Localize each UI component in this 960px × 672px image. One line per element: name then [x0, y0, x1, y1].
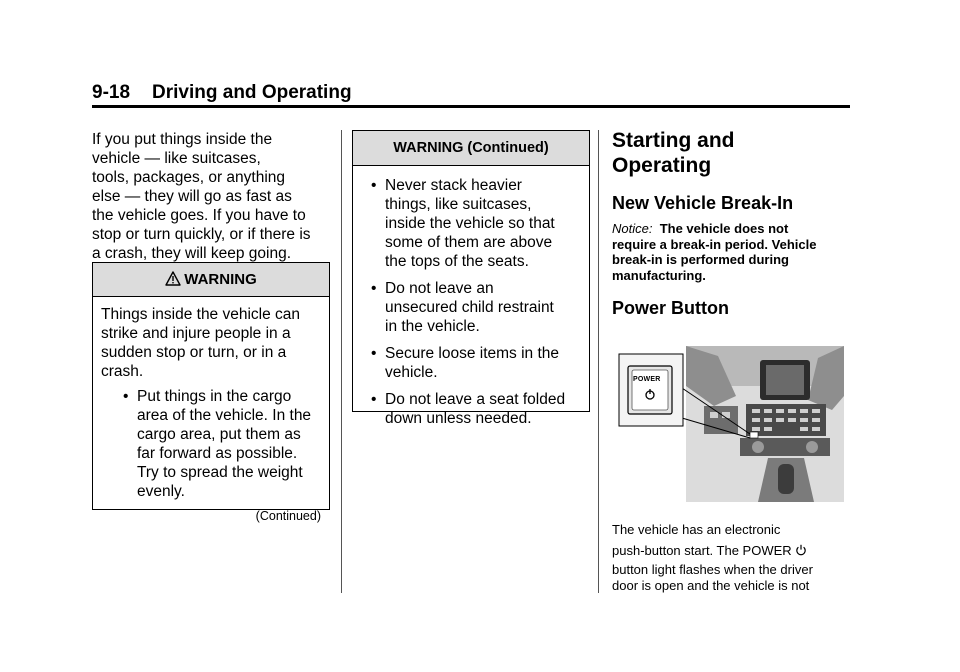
power-button-paragraph: [612, 522, 852, 594]
bullet-icon: •: [371, 345, 377, 362]
text-line: down unless needed.: [385, 410, 532, 427]
section-title: [612, 128, 852, 178]
notice-label: Notice:: [612, 221, 653, 236]
text-line: else — they will go as fast as: [92, 188, 292, 205]
text-line: evenly.: [137, 483, 185, 500]
warning-title: WARNING: [184, 271, 257, 288]
text-line: The vehicle has an electronic: [612, 522, 781, 537]
text-line: tools, packages, or anything: [92, 169, 286, 186]
list-item: [361, 279, 581, 336]
text-line: a crash, they will keep going.: [92, 245, 292, 262]
warning-triangle-icon: [165, 271, 181, 286]
column-divider-2: [598, 130, 599, 593]
intro-paragraph: [92, 130, 332, 263]
text-line: Do not leave an: [385, 280, 494, 297]
text-line: inside the vehicle so that: [385, 215, 555, 232]
chapter-title: Driving and Operating: [152, 82, 352, 103]
column-divider-1: [341, 130, 342, 593]
text-line: area of the vehicle. In the: [137, 407, 312, 424]
page-number: 9-18: [92, 82, 131, 103]
power-symbol-icon: [795, 544, 807, 556]
list-item: [113, 387, 321, 501]
page-header: [92, 82, 352, 104]
warning-body: [93, 297, 329, 532]
text-line: require a break-in period. Vehicle: [612, 236, 817, 252]
text-line: vehicle — like suitcases,: [92, 150, 261, 167]
text-line: Things inside the vehicle can: [101, 306, 301, 323]
text-line: Do not leave a seat folded: [385, 391, 566, 408]
text-line: manufacturing.: [612, 267, 706, 283]
text-line: [612, 543, 852, 559]
text-line: If you put things inside the: [92, 131, 273, 148]
text-line: unsecured child restraint: [385, 299, 554, 316]
bullet-icon: •: [371, 280, 377, 297]
text-line: button light flashes when the driver: [612, 562, 813, 577]
text-line: Try to spread the weight: [137, 464, 303, 481]
text-line: Secure loose items in the: [385, 345, 560, 362]
text-line: break-in is performed during: [612, 252, 789, 267]
text-line: [612, 221, 852, 237]
text-line: Never stack heavier: [385, 177, 522, 194]
continued-label: (Continued): [255, 509, 321, 523]
text-line: cargo area, put them as: [137, 426, 301, 443]
text-line: Put things in the cargo: [137, 388, 292, 405]
text-segment: push-button start. The POWER: [612, 543, 792, 558]
warning-continued-header: WARNING (Continued): [353, 131, 589, 166]
bullet-icon: •: [371, 391, 377, 408]
notice-paragraph: [612, 221, 852, 283]
warning-continued-body: [353, 166, 589, 432]
text-line: things, like suitcases,: [385, 196, 532, 213]
warning-header: [93, 263, 329, 297]
text-line: sudden stop or turn, or in a: [101, 344, 287, 361]
text-line: vehicle.: [385, 364, 438, 381]
section-title-line: Starting and: [612, 129, 735, 152]
figure-power-label: POWER: [633, 376, 661, 383]
text-line: strike and injure people in a: [101, 325, 291, 342]
text-line: the tops of the seats.: [385, 253, 529, 270]
text-line: some of them are above: [385, 234, 553, 251]
break-in-heading: New Vehicle Break-In: [612, 193, 794, 213]
notice-text: The vehicle does not: [659, 221, 789, 236]
list-item: [361, 344, 581, 382]
list-item: [361, 390, 581, 428]
power-button-heading: Power Button: [612, 298, 729, 318]
section-title-line: Operating: [612, 154, 712, 177]
text-line: crash.: [101, 363, 144, 380]
text-line: door is open and the vehicle is not: [612, 578, 810, 593]
dashboard-illustration: [618, 346, 844, 502]
text-line: stop or turn quickly, or if there is: [92, 226, 311, 243]
text-line: in the vehicle.: [385, 318, 480, 335]
bullet-icon: •: [123, 388, 129, 405]
power-button-figure: [618, 346, 844, 502]
warning-box: [92, 262, 330, 523]
header-rule: [92, 105, 850, 108]
text-line: far forward as possible.: [137, 445, 298, 462]
bullet-icon: •: [371, 177, 377, 194]
text-line: the vehicle goes. If you have to: [92, 207, 306, 224]
list-item: [361, 176, 581, 271]
warning-continued-box: [352, 130, 590, 427]
